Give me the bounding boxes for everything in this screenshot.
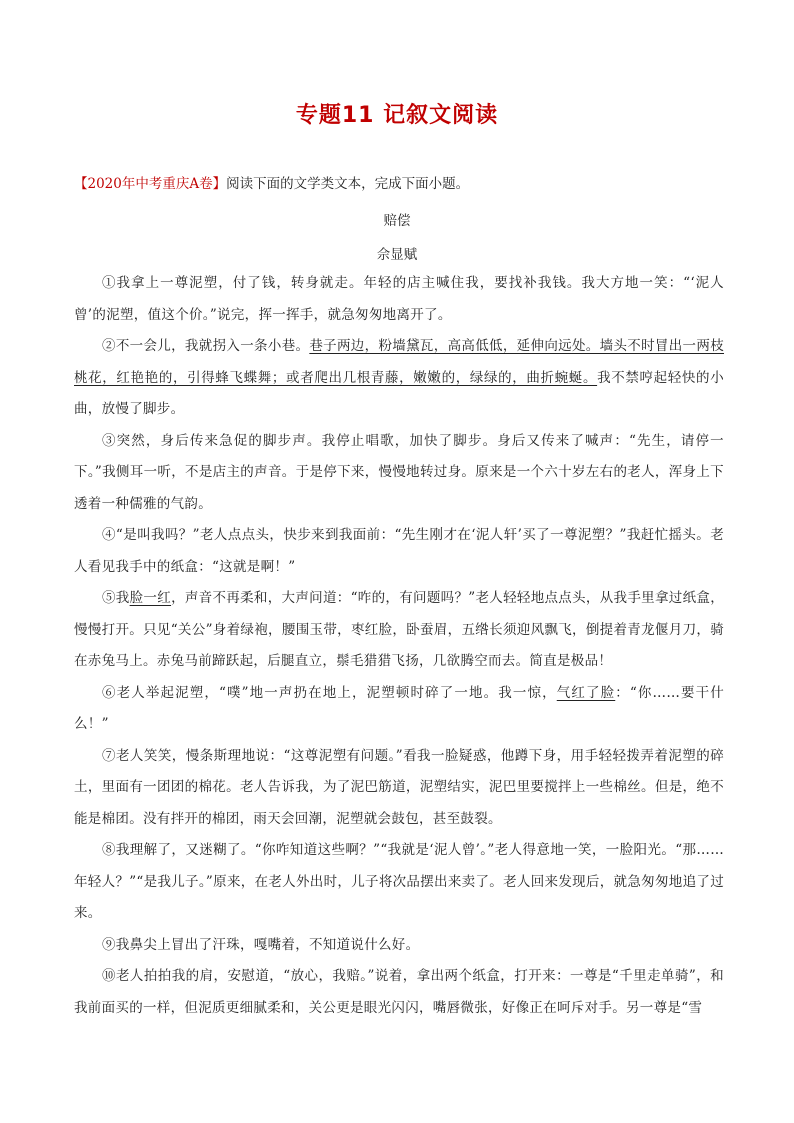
story-body [74, 268, 724, 1024]
intro-instruction: 阅读下面的文学类文本，完成下面小题。 [226, 176, 470, 192]
paragraph-text: ：“你……要干什么！” [74, 684, 724, 732]
underlined-text: 巷子两边，粉墙黛瓦，高高低低，延伸向远处。墙头不时冒出一两枝桃花，红艳艳的，引得蜂飞蝶舞；或者爬出几根青藤，嫩嫩的，绿绿的，曲折蜿蜒。 [74, 338, 725, 386]
paragraph-text: ⑦老人笑笑，慢条斯理地说：“这尊泥塑有问题。”看我一脸疑惑，他蹲下身，用手轻轻拨弄着泥塑的碎土，里面有一团团的棉花。老人告诉我，为了泥巴筋道，泥塑结实，泥巴里要搅拌上一些棉丝。但是，绝不能是棉团。没有拌开的棉团，雨天会回潮，泥塑就会鼓包，甚至鼓裂。 [74, 747, 724, 827]
exam-source-tag: 【2020年中考重庆A卷】 [74, 176, 227, 192]
paragraph-text: ⑥老人举起泥塑，“噗”地一声扔在地上，泥塑顿时碎了一地。我一惊， [102, 684, 557, 701]
paragraph-text: ⑨我鼻尖上冒出了汗珠，嘎嘴着，不知道说什么好。 [102, 936, 420, 953]
page-title: 专题11 记叙文阅读 [295, 103, 499, 128]
paragraph-text: ②不一会儿，我就拐入一条小巷。 [102, 338, 310, 354]
underlined-text: 气红了脸 [556, 684, 616, 701]
story-paragraph [74, 678, 724, 741]
paragraph-text: ，声音不再柔和，大声问道：“咋的，有问题吗？”老人轻轻地点点头，从我手里拿过纸盒，慢慢打开。只见“关公”身着绿袍，腰围玉带，枣红脸，卧蚕眉，五绺长须迎风飘飞，倒提着青龙偃月刀，骑在赤兔马上。赤兔马前蹄跃起，后腿直立，鬃毛猎猎飞扬，几欲腾空而去。简直是极品！ [74, 590, 724, 669]
story-paragraph [74, 835, 724, 930]
story-paragraph [74, 741, 724, 836]
story-paragraph [74, 268, 724, 331]
story-paragraph [74, 426, 724, 521]
story-author: 佘显赋 [376, 247, 418, 263]
paragraph-text: ④“是叫我吗？”老人点点头，快步来到我面前：“先生刚才在‘泥人轩’买了一尊泥塑？”我赶忙摇头。老人看见我手中的纸盒：“这就是啊！” [74, 527, 724, 575]
paragraph-text: ③突然，身后传来急促的脚步声。我停止唱歌，加快了脚步。身后又传来了喊声：“先生，请停一下。”我侧耳一听，不是店主的声音。于是停下来，慢慢地转过身。原来是一个六十岁左右的老人，浑身上下透着一种儒雅的气韵。 [74, 432, 724, 512]
paragraph-text: ⑧我理解了，又迷糊了。“你咋知道这些啊？”“我就是‘泥人曾’。”老人得意地一笑，一脸阳光。“那……年轻人？”“是我儿子。”原来，在老人外出时，儿子将次品摆出来卖了。老人回来发现后，就急匆匆地追了过来。 [74, 842, 724, 921]
question-intro [74, 174, 734, 194]
story-title: 赔偿 [383, 213, 411, 229]
story-paragraph [74, 583, 724, 678]
story-paragraph [74, 961, 724, 1024]
paragraph-text: ⑤我 [102, 590, 130, 606]
story-paragraph [74, 520, 724, 583]
story-paragraph [74, 331, 724, 426]
paragraph-text: ①我拿上一尊泥塑，付了钱，转身就走。年轻的店主喊住我，要找补我钱。我大方地一笑：“‘泥人曾’的泥塑，值这个价。”说完，挥一挥手，就急匆匆地离开了。 [74, 275, 724, 323]
underlined-text: 脸一红 [129, 590, 172, 606]
paragraph-text: ⑩老人拍拍我的肩，安慰道，“放心，我赔。”说着，拿出两个纸盒，打开来：一尊是“千里走单骑”，和我前面买的一样，但泥质更细腻柔和，关公更是眼光闪闪，嘴唇微张，好像正在呵斥对手。另一尊是“雪 [74, 968, 724, 1016]
paragraph-text: 我不禁哼起轻快的小曲，放慢了脚步。 [74, 369, 724, 417]
story-paragraph [74, 930, 724, 962]
